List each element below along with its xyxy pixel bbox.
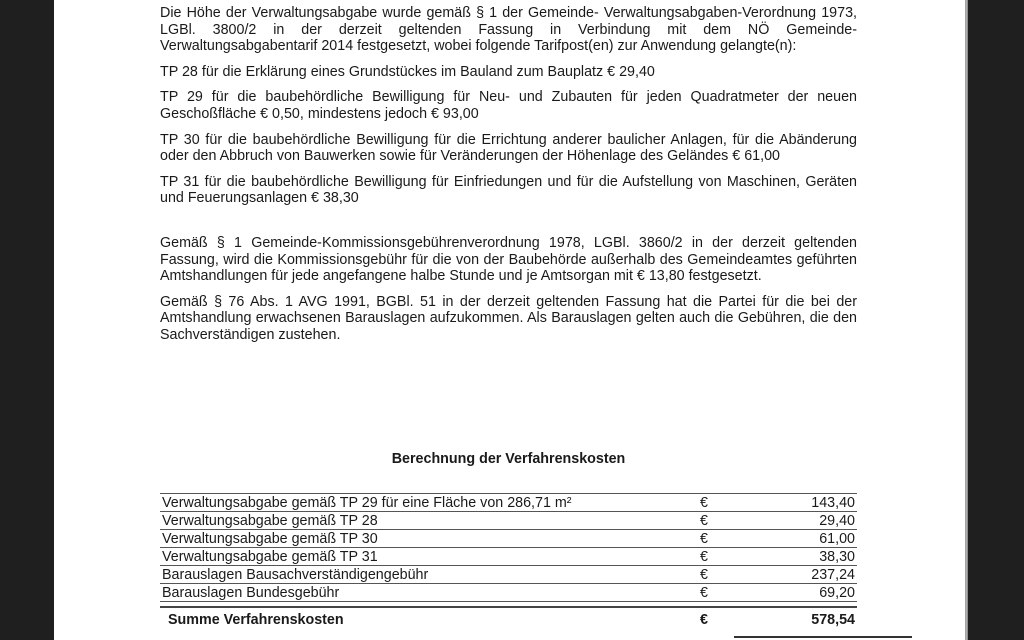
paragraph-verwaltungsabgabe-intro: Die Höhe der Verwaltungsabgabe wurde gemäß § 1 der Gemeinde- Verwaltungsabgaben-Verordnung 1973, LGBl. 3800/2 in der derzeit geltenden Fassung in Verbindung mit dem NÖ Gemeinde-Verwaltungsabgabentarif 2014 festgesetzt, wobei folgende Tarifpost(en) zur Anwendung gelangte(n):	[160, 5, 857, 55]
currency-symbol: €	[690, 607, 762, 630]
document-page	[54, 0, 966, 640]
cost-row	[160, 548, 857, 566]
total-amount: 578,54	[762, 607, 857, 630]
cost-amount: 38,30	[762, 548, 857, 566]
paragraph-tp28: TP 28 für die Erklärung eines Grundstückes im Bauland zum Bauplatz € 29,40	[160, 63, 655, 80]
cost-amount: 61,00	[762, 530, 857, 548]
document-body	[160, 5, 857, 353]
currency-symbol: €	[690, 512, 762, 530]
page-edge	[965, 0, 968, 640]
currency-symbol: €	[690, 566, 762, 584]
paragraph-tp31: TP 31 für die baubehördliche Bewilligung für Einfriedungen und für die Aufstellung von Maschinen, Geräten und Feuerungsanlagen € 38,30	[160, 173, 857, 207]
cost-amount: 237,24	[762, 566, 857, 584]
cost-label: Verwaltungsabgabe gemäß TP 30	[160, 530, 690, 548]
paragraph-barauslagen: Gemäß § 76 Abs. 1 AVG 1991, BGBl. 51 in der derzeit geltenden Fassung hat die Partei für die bei der Amtshandlung erwachsenen Barauslagen aufzukommen. Als Barauslagen gelten auch die Gebühren, die den Sachverständigen zustehen.	[160, 293, 857, 343]
cost-row	[160, 566, 857, 584]
cost-row	[160, 530, 857, 548]
paragraph-tp29: TP 29 für die baubehördliche Bewilligung für Neu- und Zubauten für jeden Quadratmeter der neuen Geschoßfläche € 0,50, mindestens jedoch € 93,00	[160, 89, 857, 122]
cost-section-title: Berechnung der Verfahrenskosten	[391, 451, 626, 467]
total-underline	[734, 636, 912, 638]
cost-amount: 29,40	[762, 512, 857, 530]
currency-symbol: €	[690, 548, 762, 566]
total-row	[160, 607, 857, 630]
cost-table	[160, 493, 857, 630]
paragraph-tp30: TP 30 für die baubehördliche Bewilligung für die Errichtung anderer baulicher Anlagen, für die Abänderung oder den Abbruch von Bauwerken sowie für Veränderungen der Höhenlage des Geländes € 61,00	[160, 131, 857, 165]
currency-symbol: €	[690, 494, 762, 512]
currency-symbol: €	[690, 584, 762, 602]
cost-label: Verwaltungsabgabe gemäß TP 28	[160, 512, 690, 530]
total-label: Summe Verfahrenskosten	[160, 607, 690, 630]
cost-amount: 69,20	[762, 584, 857, 602]
cost-label: Barauslagen Bausachverständigengebühr	[160, 566, 690, 584]
cost-row	[160, 494, 857, 512]
cost-amount: 143,40	[762, 494, 857, 512]
cost-label: Barauslagen Bundesgebühr	[160, 584, 690, 602]
cost-label: Verwaltungsabgabe gemäß TP 31	[160, 548, 690, 566]
currency-symbol: €	[690, 530, 762, 548]
cost-row	[160, 584, 857, 602]
cost-row	[160, 512, 857, 530]
paragraph-kommissionsgebuehr: Gemäß § 1 Gemeinde-Kommissionsgebührenverordnung 1978, LGBl. 3860/2 in der derzeit geltenden Fassung, wird die Kommissionsgebühr für die von der Baubehörde außerhalb des Gemeindeamtes geführten Amtshandlungen für jede angefangene halbe Stunde und je Amtsorgan mit € 13,80 festgesetzt.	[160, 234, 857, 285]
cost-label: Verwaltungsabgabe gemäß TP 29 für eine Fläche von 286,71 m²	[160, 494, 690, 512]
